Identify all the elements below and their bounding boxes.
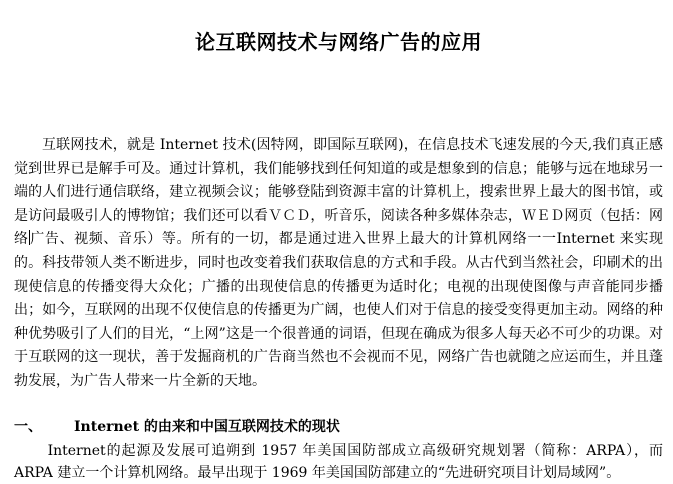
section-heading [14, 416, 663, 438]
section-heading-text: Internet 的由来和中国互联网技术的现状 [74, 418, 340, 435]
intro-paragraph[interactable] [14, 134, 663, 394]
section-number: 一、 [14, 418, 42, 435]
intro-paragraph-text-start: 互联网技术，就是 Internet 技术(因特网，即国际互联网)，在信息技术飞速发展的今天,我们真正感觉到世界已是解手可及。通过计算机，我们能够找到任何知道的或是想象到的信息；能够与远在地球另一端的人们进行通信联络，建立视频会议；能够登陆到资源丰富的计算机上，搜索世界上最大的图书馆，或是访问最吸引人的博物馆；我们还可以看ＶＣＤ，听音乐，阅读各种多媒体杂志，ＷＥＤ网页（包括：网络 [14, 137, 663, 248]
section-paragraph[interactable]: Internet的起源及发展可追朔到 1957 年美国国防部成立高级研究规划署（简称：ARPA），而 ARPA 建立一个计算机网络。最早出现于 1969 年美国国防部建立的“先进研究项目计划局域网”。 [14, 442, 663, 481]
intro-paragraph-text-end: 广告、视频、音乐）等。所有的一切，都是通过进入世界上最大的计算机网络一一Internet 来实现的。科技带领人类不断进步，同时也改变着我们获取信息的方式和手段。从古代到当然社会，印刷术的出现使信息的传播变得大众化；广播的出现使信息的传播更为适时化；电视的出现使图像与声音能同步播出；如今，互联网的出现不仅使信息的传播更为广阔，也使人们对于信息的接受变得更加主动。网络的种种优势吸引了人们的目光，“上网”这是一个很普通的词语，但现在确成为很多人每天必不可少的功课。对于互联网的这一现状，善于发掘商机的广告商当然也不会视而不见，网络广告也就随之应运而生，并且蓬勃发展，为广告人带来一片全新的天地。 [14, 231, 663, 389]
document-title: 论互联网技术与网络广告的应用 [195, 30, 482, 54]
